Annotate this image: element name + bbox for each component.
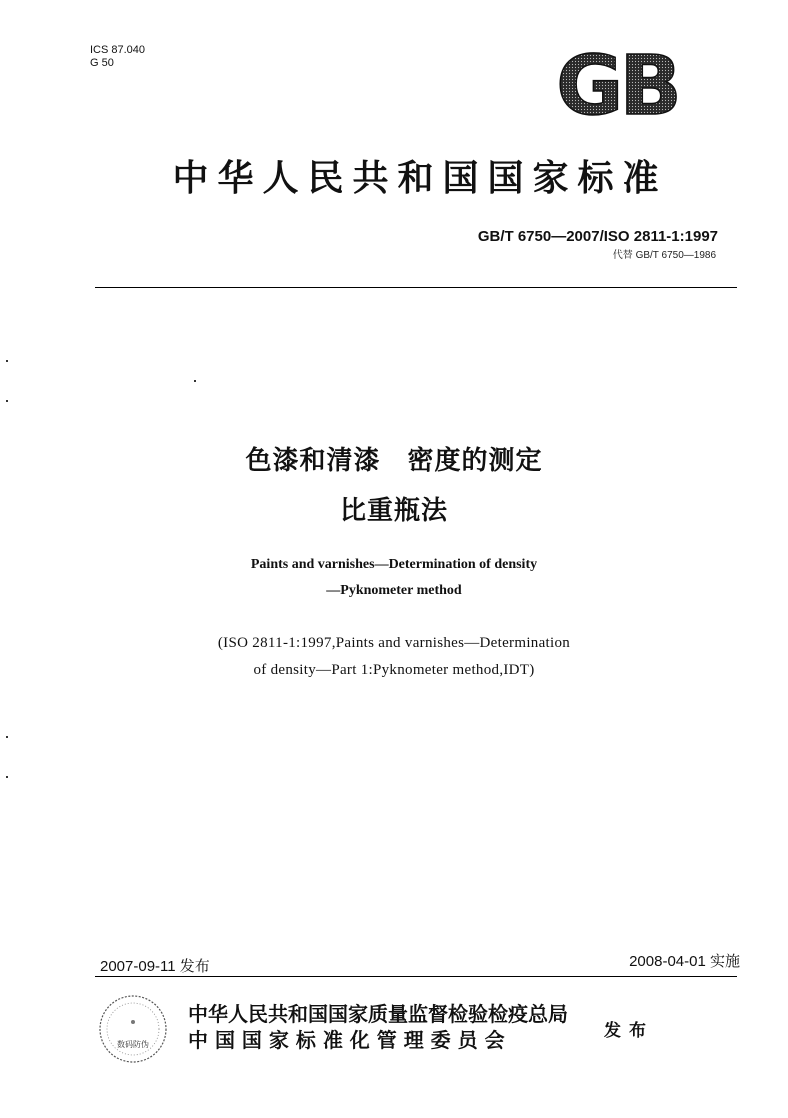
iso-reference-line-2: of density—Part 1:Pyknometer method,IDT)	[253, 662, 535, 678]
iso-reference-line-1: (ISO 2811-1:1997,Paints and varnishes—Determination	[217, 635, 571, 651]
gb-logo-icon	[538, 48, 696, 124]
chinese-title-line-1: 色漆和清漆 密度的测定	[245, 446, 543, 476]
english-title-line-2: —Pyknometer method	[326, 583, 462, 598]
margin-mark	[6, 776, 8, 778]
seal-text: 数码防伪	[117, 1040, 149, 1049]
margin-mark	[6, 736, 8, 738]
margin-mark	[6, 360, 8, 362]
ccs-code: G 50	[90, 57, 114, 69]
anti-counterfeit-seal-icon	[98, 994, 168, 1064]
gb-logo-text: GB	[556, 48, 678, 124]
header-divider	[95, 287, 737, 288]
implementation-date: 2008-04-01 实施	[629, 953, 740, 970]
footer-divider	[95, 976, 737, 977]
replaces-standard: 代替 GB/T 6750—1986	[612, 250, 716, 261]
chinese-title-line-2: 比重瓶法	[339, 496, 448, 526]
issue-date: 2007-09-11 发布	[100, 958, 210, 975]
ics-code: ICS 87.040	[90, 44, 146, 56]
issuer-line-2: 中 国 国 家 标 准 化 管 理 委 员 会	[188, 1028, 505, 1052]
margin-mark	[194, 380, 196, 382]
main-title: 中华人民共和国国家标准	[172, 157, 668, 199]
issue-label: 发布	[604, 1021, 654, 1041]
margin-mark	[6, 400, 8, 402]
english-title-line-1: Paints and varnishes—Determination of density	[250, 557, 538, 572]
issuer-line-1: 中华人民共和国国家质量监督检验检疫总局	[188, 1002, 568, 1026]
ics-code-block	[90, 44, 145, 70]
standard-number: GB/T 6750—2007/ISO 2811-1:1997	[477, 228, 718, 245]
